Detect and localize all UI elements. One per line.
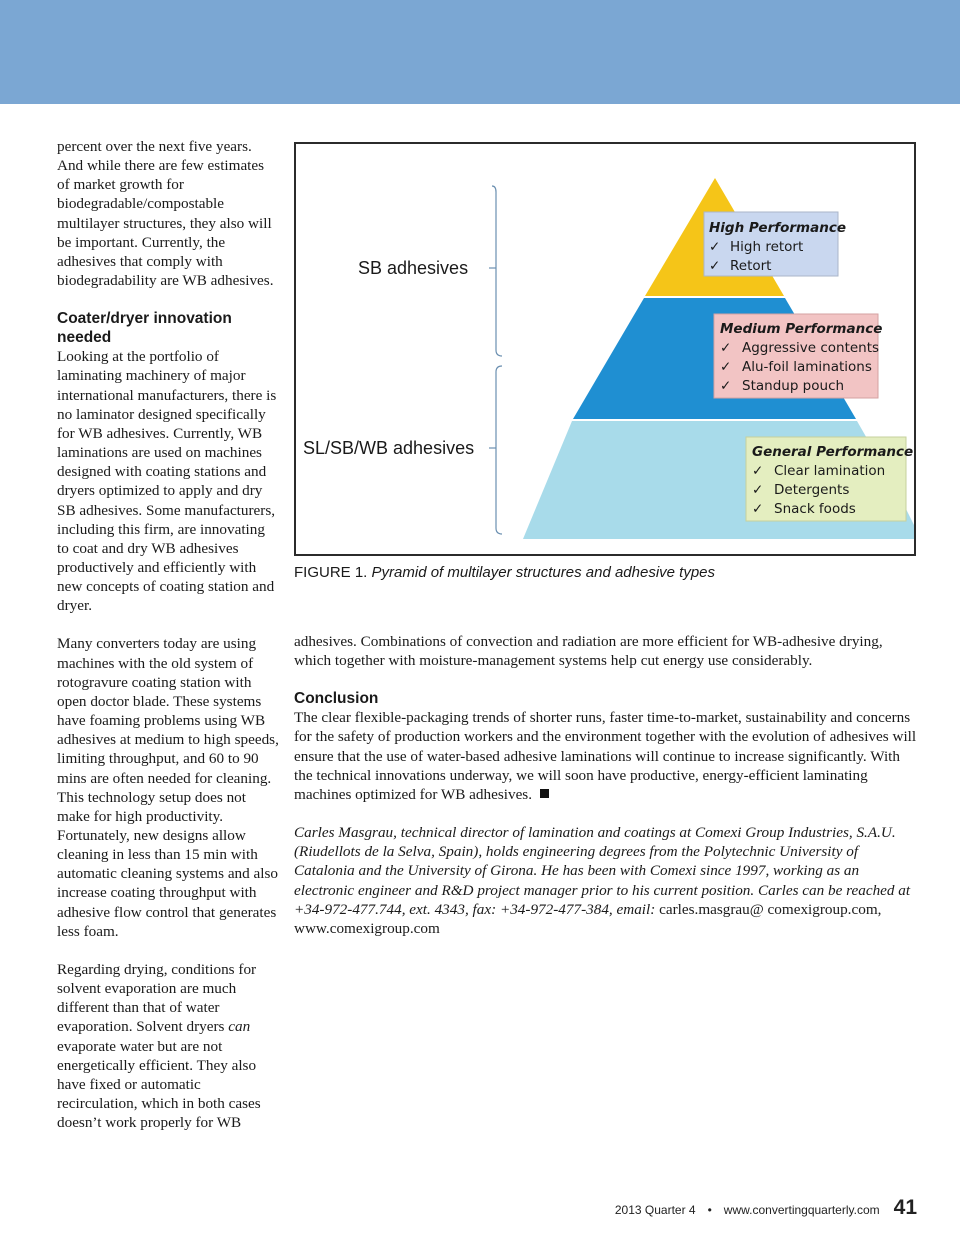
- left-paragraph-1: percent over the next five years. And while there are few estimates of market growth for biodegradable/compostable multilayer structures, they also will be important. Currently, the adhesives that comply with biodegradability are WB adhesives.: [57, 138, 274, 290]
- check-icon: ✓: [709, 258, 721, 274]
- sl-sb-wb-adhesives-label: SL/SB/WB adhesives: [303, 438, 475, 458]
- check-icon: ✓: [720, 340, 732, 356]
- section-heading-coater-dryer: Coater/dryer innovation needed: [57, 310, 232, 347]
- check-icon: ✓: [752, 501, 764, 517]
- tier-item: Alu-foil laminations: [742, 359, 872, 375]
- tier-heading-general: General Performance: [752, 444, 914, 460]
- tier-item: Clear lamination: [774, 463, 886, 479]
- tier-heading-high: High Performance: [709, 220, 846, 236]
- author-contact: carles.masgrau@ comexigroup.com, www.comexigroup.com: [294, 900, 882, 937]
- tier-heading-medium: Medium Performance: [720, 321, 883, 337]
- tier-box-medium-performance: [714, 314, 882, 398]
- page-footer: [615, 1196, 917, 1224]
- tier-box-general-performance: [746, 437, 913, 521]
- tier-item: Standup pouch: [742, 378, 845, 394]
- right-paragraph-1: adhesives. Combinations of convection and radiation are more efficient for WB-adhesive drying, which together with moisture-management systems help cut energy use considerably.: [294, 633, 883, 670]
- right-column: [294, 632, 918, 938]
- pyramid-diagram: [296, 144, 914, 554]
- figure-caption: [294, 563, 924, 583]
- left-paragraph-3: Many converters today are using machines with the old system of rotogravure coating station with open doctor blade. These systems have foaming problems using WB adhesives at medium to high speeds, limiting throughput, and 60 to 90 mins are often needed for cleaning. This technology setup does not make for high productivity. Fortunately, new designs allow cleaning in less than 15 min with automatic cleaning systems and also increase coating throughput with adhesive flow control that generates less foam.: [57, 635, 279, 940]
- issue-label: 2013 Quarter 4: [614, 1203, 696, 1217]
- left-column: [57, 137, 279, 1132]
- header-color-band: [0, 0, 960, 104]
- sb-adhesives-label: SB adhesives: [358, 258, 469, 278]
- tier-item: Retort: [730, 258, 772, 274]
- tier-item: High retort: [730, 239, 804, 255]
- end-of-article-mark: [540, 789, 549, 798]
- check-icon: ✓: [720, 359, 732, 375]
- figure-label: FIGURE 1.: [294, 564, 368, 581]
- tier-item: Aggressive contents: [742, 340, 880, 356]
- check-icon: ✓: [752, 482, 764, 498]
- check-icon: ✓: [720, 378, 732, 394]
- right-paragraph-2: The clear flexible-packaging trends of shorter runs, faster time-to-market, sustainability and concerns for the safety of production workers and the environment together with the evolution of adhesives will ensure that the use of water-based adhesive laminations will continue to increase significantly. With the technical innovations underway, we will soon have productive, energy-efficient laminating machines optimized for WB adhesives.: [294, 709, 917, 803]
- check-icon: ✓: [709, 239, 721, 255]
- page-number: 41: [893, 1196, 917, 1219]
- footer-separator: •: [707, 1203, 712, 1217]
- left-paragraph-2: Looking at the portfolio of laminating machinery of major international manufacturers, there is no laminator designed specifically for WB adhesives. Currently, WB laminations are used on machines designed with coating stations and dryers optimized to apply and dry SB adhesives. Some manufacturers, including this firm, are innovating to coat and dry WB adhesives productively and efficiently with new concepts of coating station and dryer.: [57, 348, 277, 615]
- tier-item: Snack foods: [774, 501, 856, 517]
- left-paragraph-4: Regarding drying, conditions for solvent evaporation are much different than that of water evaporation. Solvent dryers can evaporate water but are not energetically efficient. They also have fixed or automatic recirculation, which in both cases doesn’t work properly for WB: [57, 960, 261, 1132]
- website-link[interactable]: www.convertingquarterly.com: [723, 1203, 880, 1217]
- tier-box-high-performance: [704, 212, 846, 276]
- tier-item: Detergents: [774, 482, 850, 498]
- figure-title: Pyramid of multilayer structures and adhesive types: [371, 564, 716, 581]
- check-icon: ✓: [752, 463, 764, 479]
- bracket-bottom: [489, 366, 502, 534]
- bracket-top: [489, 186, 502, 356]
- author-bio: Carles Masgrau, technical director of lamination and coatings at Comexi Group Industries, S.A.U. (Riudellots de la Selva, Spain), holds engineering degrees from the Polytechnic University of Catalonia and the University of Girona. He has been with Comexi since 1997, working as an electronic engineer and R&D project manager prior to his current position. Carles can be reached at +34-972-477.744, ext. 4343, fax: +34-972-477-384, email: carles.masgrau@ comexigroup.com, www.comexigroup.com: [294, 824, 911, 937]
- figure-1: [294, 142, 916, 556]
- section-heading-conclusion: Conclusion: [294, 690, 379, 708]
